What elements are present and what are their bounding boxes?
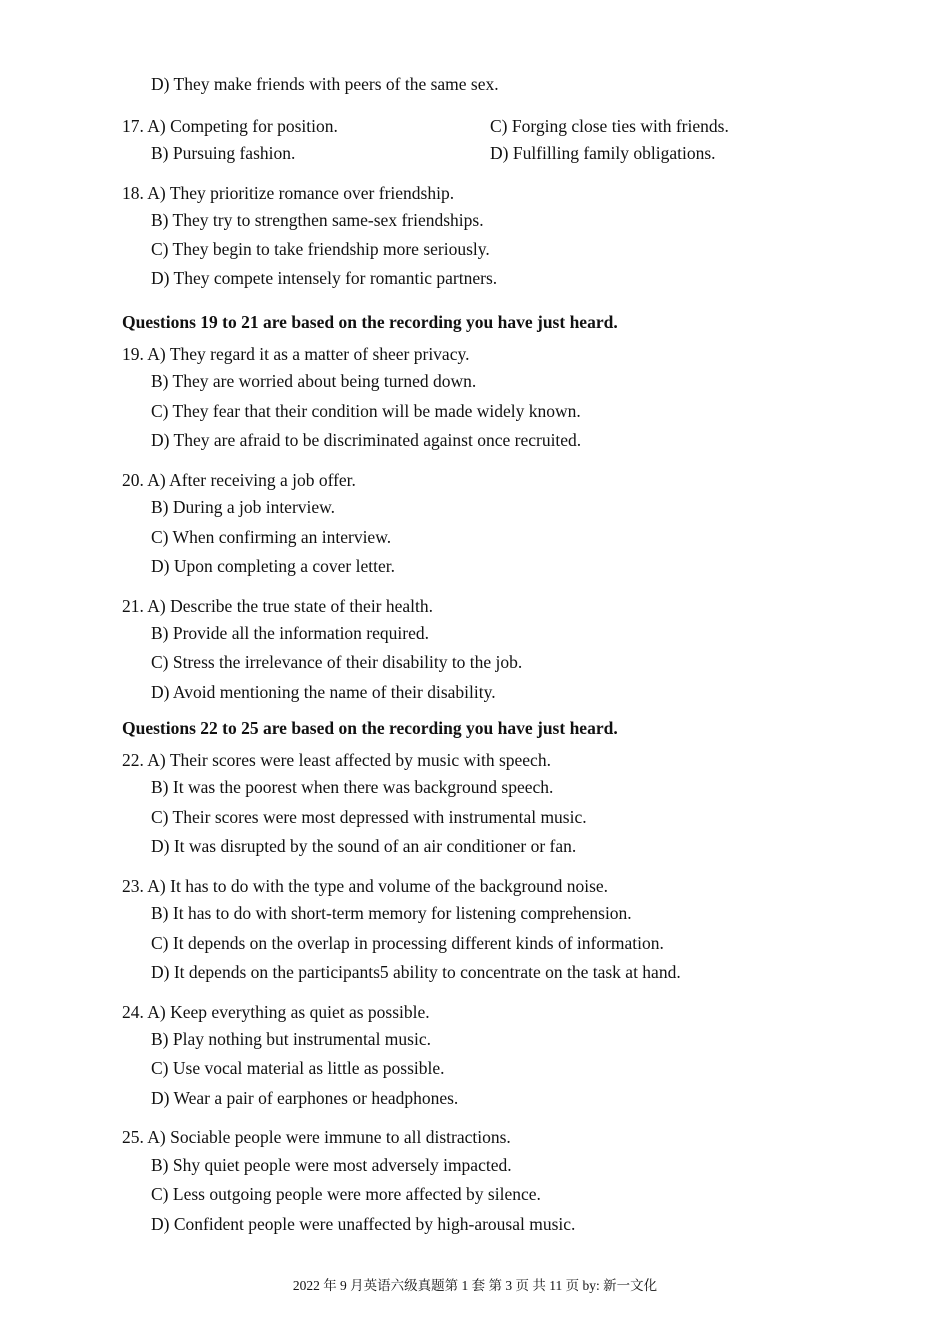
question-17 xyxy=(122,115,338,137)
q25-option-b: B) Shy quiet people were most adversely impacted. xyxy=(151,1155,512,1175)
q21-option-d: D) Avoid mentioning the name of their disability. xyxy=(151,682,496,702)
q20-option-d: D) Upon completing a cover letter. xyxy=(151,556,395,576)
question-number: 23. xyxy=(122,876,144,896)
q22-option-c: C) Their scores were most depressed with instrumental music. xyxy=(151,807,587,827)
section-heading-22-25: Questions 22 to 25 are based on the recording you have just heard. xyxy=(122,718,618,738)
q20-option-b: B) During a job interview. xyxy=(151,497,336,517)
q23-option-a: A) It has to do with the type and volume of the background noise. xyxy=(147,876,609,896)
question-number: 25. xyxy=(122,1127,144,1147)
q20-option-c: C) When confirming an interview. xyxy=(151,527,392,547)
question-number: 20. xyxy=(122,470,144,490)
question-20 xyxy=(122,469,356,491)
q23-option-d: D) It depends on the participants5 ability to concentrate on the task at hand. xyxy=(151,962,681,982)
q24-option-d: D) Wear a pair of earphones or headphones. xyxy=(151,1088,459,1108)
q20-option-a: A) After receiving a job offer. xyxy=(147,470,356,490)
q25-option-d: D) Confident people were unaffected by high-arousal music. xyxy=(151,1214,576,1234)
q17-option-d: D) Fulfilling family obligations. xyxy=(490,143,716,163)
q19-option-b: B) They are worried about being turned down. xyxy=(151,371,477,391)
question-23 xyxy=(122,875,608,897)
q17-option-c: C) Forging close ties with friends. xyxy=(490,116,729,136)
q24-option-c: C) Use vocal material as little as possible. xyxy=(151,1058,445,1078)
question-number: 21. xyxy=(122,596,144,616)
question-21 xyxy=(122,595,433,617)
question-number: 18. xyxy=(122,183,144,203)
question-number: 17. xyxy=(122,116,144,136)
q16-option-d: D) They make friends with peers of the same sex. xyxy=(151,74,499,94)
page-footer: 2022 年 9 月英语六级真题第 1 套 第 3 页 共 11 页 by: 新一文化 xyxy=(292,1278,658,1293)
q21-option-b: B) Provide all the information required. xyxy=(151,623,429,643)
q25-option-a: A) Sociable people were immune to all distractions. xyxy=(147,1127,511,1147)
question-24 xyxy=(122,1001,430,1023)
q21-option-a: A) Describe the true state of their health. xyxy=(147,596,434,616)
question-number: 22. xyxy=(122,750,144,770)
question-22 xyxy=(122,749,551,771)
question-18 xyxy=(122,182,454,204)
q21-option-c: C) Stress the irrelevance of their disability to the job. xyxy=(151,652,523,672)
q23-option-c: C) It depends on the overlap in processing different kinds of information. xyxy=(151,933,664,953)
q17-option-b: B) Pursuing fashion. xyxy=(151,143,296,163)
question-19 xyxy=(122,343,469,365)
q19-option-d: D) They are afraid to be discriminated against once recruited. xyxy=(151,430,582,450)
q22-option-b: B) It was the poorest when there was background speech. xyxy=(151,777,554,797)
q18-option-c: C) They begin to take friendship more seriously. xyxy=(151,239,490,259)
question-number: 19. xyxy=(122,344,144,364)
q24-option-a: A) Keep everything as quiet as possible. xyxy=(147,1002,430,1022)
q24-option-b: B) Play nothing but instrumental music. xyxy=(151,1029,431,1049)
q23-option-b: B) It has to do with short-term memory for listening comprehension. xyxy=(151,903,632,923)
q18-option-b: B) They try to strengthen same-sex friendships. xyxy=(151,210,484,230)
question-25 xyxy=(122,1126,511,1148)
section-heading-19-21: Questions 19 to 21 are based on the recording you have just heard. xyxy=(122,312,618,332)
q25-option-c: C) Less outgoing people were more affected by silence. xyxy=(151,1184,541,1204)
q19-option-a: A) They regard it as a matter of sheer privacy. xyxy=(147,344,470,364)
q17-option-a: A) Competing for position. xyxy=(147,116,338,136)
q22-option-a: A) Their scores were least affected by music with speech. xyxy=(147,750,551,770)
q18-option-d: D) They compete intensely for romantic partners. xyxy=(151,268,498,288)
q18-option-a: A) They prioritize romance over friendship. xyxy=(147,183,455,203)
q19-option-c: C) They fear that their condition will be made widely known. xyxy=(151,401,581,421)
question-number: 24. xyxy=(122,1002,144,1022)
q22-option-d: D) It was disrupted by the sound of an air conditioner or fan. xyxy=(151,836,577,856)
